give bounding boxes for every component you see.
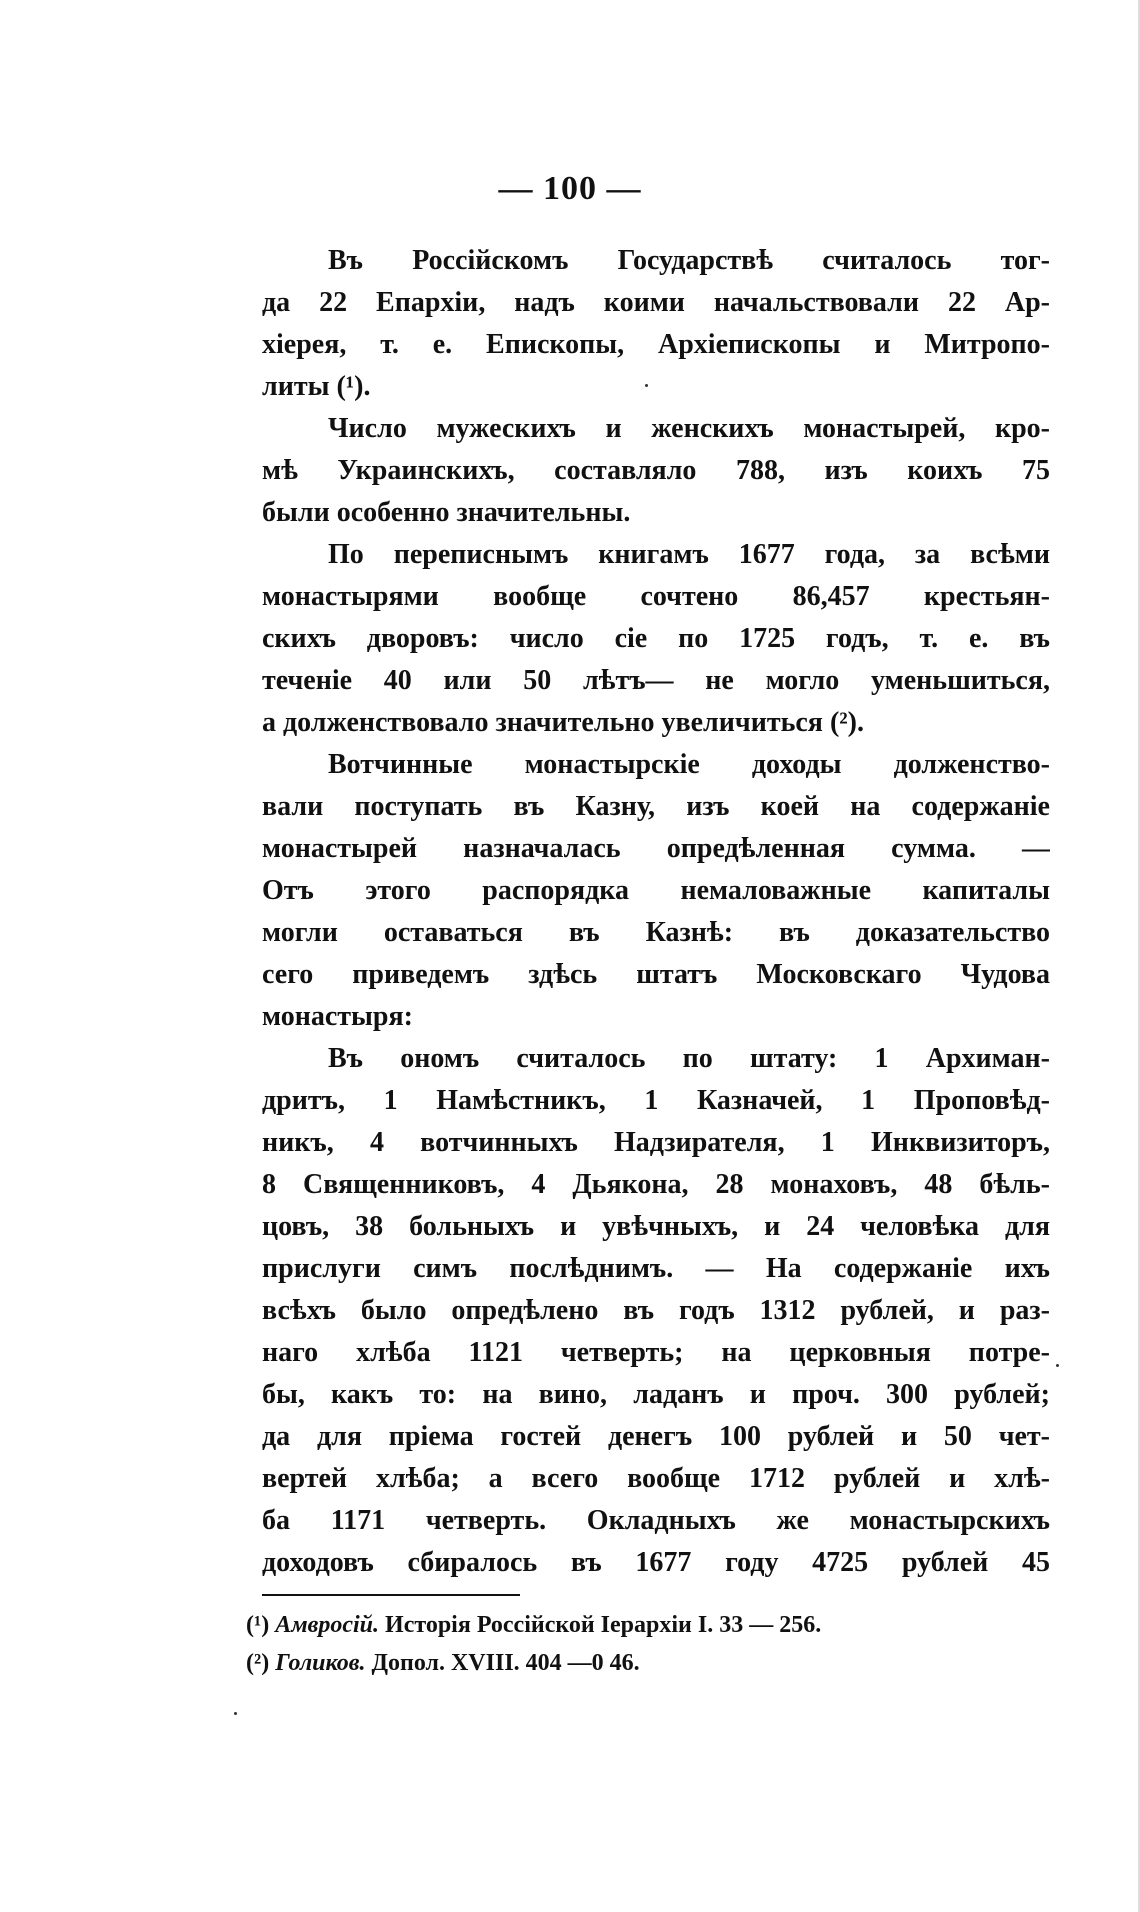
- text-line: монастырей назначалась опредѣленная сумма. —: [262, 833, 1050, 864]
- text-line: монастыря:: [262, 1001, 413, 1032]
- footnote-mark: (²): [246, 1650, 270, 1676]
- footnote-text: Допол. XVIII. 404 —0 46.: [371, 1650, 640, 1676]
- text-line: бы, какъ то: на вино, ладанъ и проч. 300 рублей;: [262, 1379, 1050, 1410]
- text-line: ба 1171 четверть. Окладныхъ же монастырскихъ: [262, 1505, 1050, 1536]
- text-line: Вотчинные монастырскіе доходы долженство-: [328, 749, 1050, 780]
- text-line: скихъ дворовъ: число сіе по 1725 годъ, т. е. въ: [262, 623, 1050, 654]
- text-line: сего приведемъ здѣсь штатъ Московскаго Чудова: [262, 959, 1050, 990]
- text-line: 8 Священниковъ, 4 Дьякона, 28 монаховъ, 48 бѣль-: [262, 1169, 1050, 1200]
- footnote: [246, 1644, 1046, 1682]
- text-line: могли оставаться въ Казнѣ: въ доказательство: [262, 917, 1050, 948]
- text-line: литы (¹).: [262, 371, 371, 402]
- text-line: вертей хлѣба; а всего вообще 1712 рублей и хлѣ-: [262, 1463, 1050, 1494]
- text-line: никъ, 4 вотчинныхъ Надзирателя, 1 Инквизиторъ,: [262, 1127, 1050, 1158]
- text-line: мѣ Украинскихъ, составляло 788, изъ коихъ 75: [262, 455, 1050, 486]
- text-line: дритъ, 1 Намѣстникъ, 1 Казначей, 1 Проповѣд-: [262, 1085, 1050, 1116]
- scan-speck: [1056, 1364, 1059, 1367]
- footnote-author: Амвросій.: [275, 1612, 380, 1638]
- text-line: Въ Россійскомъ Государствѣ считалось тог-: [328, 245, 1050, 276]
- footnotes: [246, 1606, 1046, 1682]
- text-line: Число мужескихъ и женскихъ монастырей, кро-: [328, 413, 1050, 444]
- text-line: По переписнымъ книгамъ 1677 года, за всѣми: [328, 539, 1050, 570]
- scan-speck: [645, 384, 648, 387]
- footnote-divider: [262, 1594, 520, 1596]
- footnote-author: Голиков.: [275, 1650, 366, 1676]
- text-line: наго хлѣба 1121 четверть; на церковныя потре-: [262, 1337, 1050, 1368]
- text-line: да для пріема гостей денегъ 100 рублей и 50 чет-: [262, 1421, 1050, 1452]
- text-line: всѣхъ было опредѣлено въ годъ 1312 рублей, и раз-: [262, 1295, 1050, 1326]
- text-line: цовъ, 38 больныхъ и увѣчныхъ, и 24 человѣка для: [262, 1211, 1050, 1242]
- text-line: монастырями вообще сочтено 86,457 крестьян-: [262, 581, 1050, 612]
- text-line: прислуги симъ послѣднимъ. — На содержаніе ихъ: [262, 1253, 1050, 1284]
- body-text: [262, 240, 1050, 1584]
- text-line: Отъ этого распорядка немаловажные капиталы: [262, 875, 1050, 906]
- scan-speck: [234, 1712, 237, 1715]
- footnote-text: Исторія Россійской Іерархіи I. 33 — 256.: [385, 1612, 822, 1638]
- text-line: вали поступать въ Казну, изъ коей на содержаніе: [262, 791, 1050, 822]
- text-line: а долженствовало значительно увеличиться (²).: [262, 707, 864, 738]
- text-line: доходовъ сбиралось въ 1677 году 4725 рублей 45: [262, 1547, 1050, 1578]
- page-number: — 100 —: [498, 170, 642, 207]
- text-line: теченіе 40 или 50 лѣтъ— не могло уменьшиться,: [262, 665, 1050, 696]
- footnote-mark: (¹): [246, 1612, 270, 1638]
- footnote: [246, 1606, 1046, 1644]
- text-line: были особенно значительны.: [262, 497, 631, 528]
- text-line: хіерея, т. е. Епископы, Архіепископы и Митропо-: [262, 329, 1050, 360]
- text-line: Въ ономъ считалось по штату: 1 Архиман-: [328, 1043, 1050, 1074]
- text-line: да 22 Епархіи, надъ коими начальствовали 22 Ар-: [262, 287, 1050, 318]
